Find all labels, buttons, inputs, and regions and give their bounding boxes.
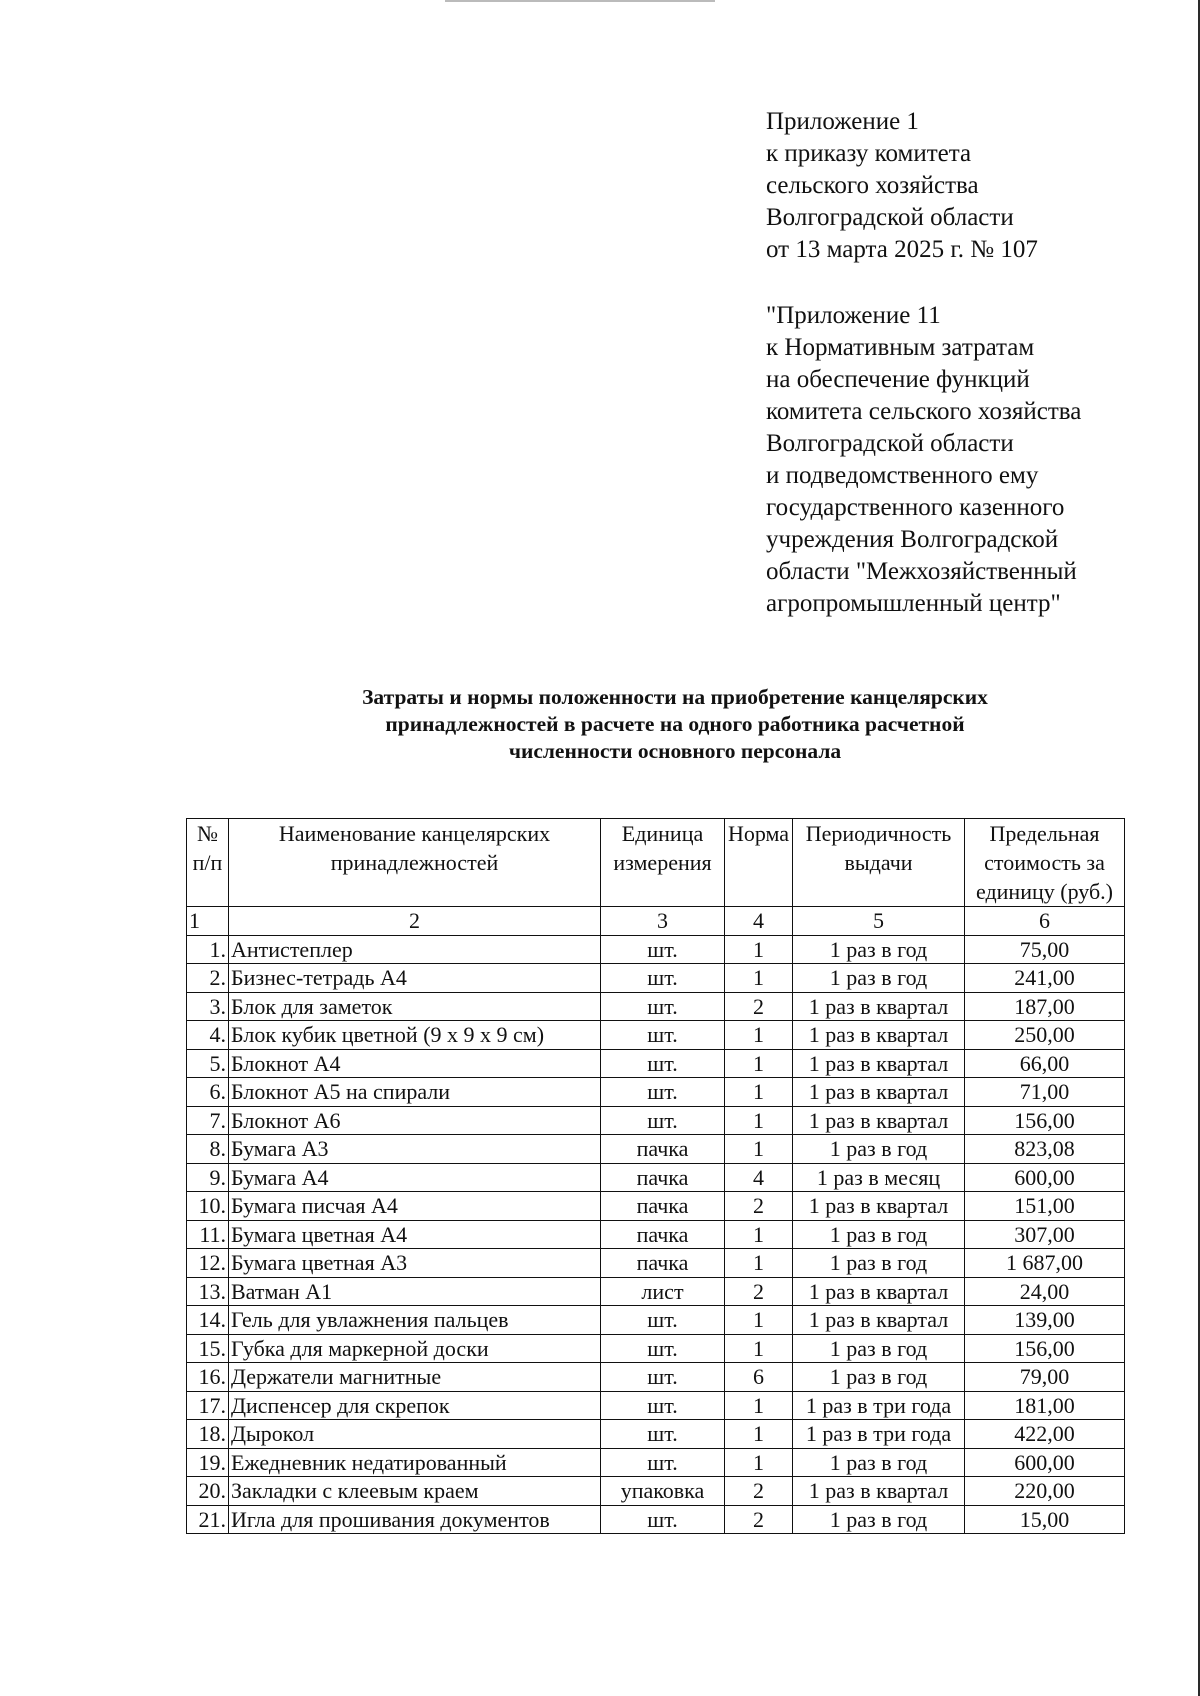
issue-period: 1 раз в год [793, 1505, 965, 1534]
unit-of-measure: шт. [601, 1363, 725, 1392]
column-numbers-row [187, 907, 1125, 936]
row-number: 7. [187, 1106, 229, 1135]
item-name: Гель для увлажнения пальцев [229, 1306, 601, 1335]
unit-price-limit: 151,00 [965, 1192, 1125, 1221]
column-number: 6 [965, 907, 1125, 936]
document-title [195, 684, 1155, 765]
issue-period: 1 раз в год [793, 964, 965, 993]
row-number: 6. [187, 1078, 229, 1107]
annex-11-line: государственного казенного [766, 494, 1065, 521]
issue-period: 1 раз в квартал [793, 1106, 965, 1135]
issue-period: 1 раз в квартал [793, 1277, 965, 1306]
annex-11-line: и подведомственного ему [766, 462, 1039, 489]
norm-quantity: 1 [725, 1420, 793, 1449]
item-name: Ватман А1 [229, 1277, 601, 1306]
table-row [187, 1505, 1125, 1534]
column-number: 4 [725, 907, 793, 936]
item-name: Антистеплер [229, 935, 601, 964]
unit-price-limit: 75,00 [965, 935, 1125, 964]
column-number: 2 [229, 907, 601, 936]
row-number: 21. [187, 1505, 229, 1534]
row-number: 9. [187, 1163, 229, 1192]
annex-11-line: Волгоградской области [766, 430, 1014, 457]
annex-1-header [766, 106, 1038, 266]
annex-1-line: Приложение 1 [766, 108, 919, 135]
row-number: 12. [187, 1249, 229, 1278]
norm-quantity: 1 [725, 1106, 793, 1135]
unit-price-limit: 1 687,00 [965, 1249, 1125, 1278]
table-row [187, 1391, 1125, 1420]
table-row [187, 1135, 1125, 1164]
item-name: Бумага А4 [229, 1163, 601, 1192]
annex-11-line: к Нормативным затратам [766, 334, 1035, 361]
row-number: 16. [187, 1363, 229, 1392]
issue-period: 1 раз в квартал [793, 1049, 965, 1078]
norm-quantity: 1 [725, 1049, 793, 1078]
annex-11-line: на обеспечение функций [766, 366, 1030, 393]
table-row [187, 1477, 1125, 1506]
header-price: Предельная стоимость за единицу (руб.) [965, 819, 1125, 907]
item-name: Закладки с клеевым краем [229, 1477, 601, 1506]
annex-11-line: агропромышленный центр" [766, 590, 1061, 617]
unit-price-limit: 156,00 [965, 1106, 1125, 1135]
norm-quantity: 1 [725, 1135, 793, 1164]
header-num: № п/п [187, 819, 229, 907]
norm-quantity: 1 [725, 1306, 793, 1335]
norm-quantity: 2 [725, 1477, 793, 1506]
table-row [187, 1078, 1125, 1107]
column-number: 3 [601, 907, 725, 936]
row-number: 11. [187, 1220, 229, 1249]
norm-quantity: 4 [725, 1163, 793, 1192]
title-line: численности основного персонала [508, 739, 842, 763]
item-name: Губка для маркерной доски [229, 1334, 601, 1363]
annex-11-line: области "Межхозяйственный [766, 558, 1077, 585]
issue-period: 1 раз в год [793, 935, 965, 964]
item-name: Блокнот А4 [229, 1049, 601, 1078]
norm-quantity: 1 [725, 1448, 793, 1477]
table-row [187, 1420, 1125, 1449]
row-number: 17. [187, 1391, 229, 1420]
unit-of-measure: шт. [601, 1049, 725, 1078]
unit-price-limit: 79,00 [965, 1363, 1125, 1392]
unit-of-measure: шт. [601, 1334, 725, 1363]
row-number: 13. [187, 1277, 229, 1306]
item-name: Диспенсер для скрепок [229, 1391, 601, 1420]
norm-quantity: 2 [725, 1505, 793, 1534]
title-line: принадлежностей в расчете на одного работника расчетной [385, 712, 965, 736]
unit-of-measure: шт. [601, 1420, 725, 1449]
item-name: Бумага цветная А4 [229, 1220, 601, 1249]
issue-period: 1 раз в месяц [793, 1163, 965, 1192]
unit-of-measure: шт. [601, 1391, 725, 1420]
unit-of-measure: пачка [601, 1135, 725, 1164]
annex-11-line: учреждения Волгоградской [766, 526, 1059, 553]
table-row [187, 1106, 1125, 1135]
table-row [187, 935, 1125, 964]
annex-1-line: от 13 марта 2025 г. № 107 [766, 236, 1038, 263]
item-name: Дырокол [229, 1420, 601, 1449]
norm-quantity: 1 [725, 1391, 793, 1420]
norm-quantity: 2 [725, 992, 793, 1021]
header-norm: Норма [725, 819, 793, 907]
item-name: Блокнот А5 на спирали [229, 1078, 601, 1107]
issue-period: 1 раз в год [793, 1363, 965, 1392]
norm-quantity: 6 [725, 1363, 793, 1392]
unit-of-measure: шт. [601, 1505, 725, 1534]
issue-period: 1 раз в квартал [793, 1306, 965, 1335]
header-unit: Единица измерения [601, 819, 725, 907]
unit-of-measure: шт. [601, 964, 725, 993]
column-number: 1 [187, 907, 229, 936]
issue-period: 1 раз в год [793, 1135, 965, 1164]
table-row [187, 1163, 1125, 1192]
scan-top-edge [445, 0, 715, 2]
item-name: Игла для прошивания документов [229, 1505, 601, 1534]
item-name: Бумага А3 [229, 1135, 601, 1164]
item-name: Держатели магнитные [229, 1363, 601, 1392]
unit-of-measure: пачка [601, 1192, 725, 1221]
annex-1-line: Волгоградской области [766, 204, 1014, 231]
item-name: Бизнес-тетрадь А4 [229, 964, 601, 993]
norm-quantity: 1 [725, 1021, 793, 1050]
row-number: 14. [187, 1306, 229, 1335]
unit-of-measure: шт. [601, 992, 725, 1021]
row-number: 3. [187, 992, 229, 1021]
issue-period: 1 раз в квартал [793, 1021, 965, 1050]
table-row [187, 1049, 1125, 1078]
issue-period: 1 раз в год [793, 1220, 965, 1249]
unit-price-limit: 181,00 [965, 1391, 1125, 1420]
row-number: 1. [187, 935, 229, 964]
table-row [187, 1277, 1125, 1306]
annex-11-line: комитета сельского хозяйства [766, 398, 1082, 425]
header-period: Периодичность выдачи [793, 819, 965, 907]
row-number: 8. [187, 1135, 229, 1164]
unit-price-limit: 15,00 [965, 1505, 1125, 1534]
row-number: 18. [187, 1420, 229, 1449]
column-number: 5 [793, 907, 965, 936]
unit-price-limit: 187,00 [965, 992, 1125, 1021]
table-row [187, 1306, 1125, 1335]
unit-price-limit: 823,08 [965, 1135, 1125, 1164]
unit-price-limit: 66,00 [965, 1049, 1125, 1078]
title-line: Затраты и нормы положенности на приобретение канцелярских [362, 685, 988, 709]
unit-of-measure: шт. [601, 1306, 725, 1335]
unit-price-limit: 600,00 [965, 1163, 1125, 1192]
unit-price-limit: 156,00 [965, 1334, 1125, 1363]
row-number: 20. [187, 1477, 229, 1506]
issue-period: 1 раз в три года [793, 1391, 965, 1420]
table-row [187, 1334, 1125, 1363]
norm-quantity: 1 [725, 1249, 793, 1278]
unit-price-limit: 71,00 [965, 1078, 1125, 1107]
unit-price-limit: 422,00 [965, 1420, 1125, 1449]
unit-of-measure: шт. [601, 935, 725, 964]
unit-of-measure: шт. [601, 1106, 725, 1135]
item-name: Ежедневник недатированный [229, 1448, 601, 1477]
item-name: Блок кубик цветной (9 х 9 х 9 см) [229, 1021, 601, 1050]
unit-price-limit: 307,00 [965, 1220, 1125, 1249]
header-name: Наименование канцелярских принадлежностей [229, 819, 601, 907]
unit-of-measure: пачка [601, 1163, 725, 1192]
unit-price-limit: 24,00 [965, 1277, 1125, 1306]
issue-period: 1 раз в год [793, 1448, 965, 1477]
unit-price-limit: 139,00 [965, 1306, 1125, 1335]
issue-period: 1 раз в квартал [793, 1078, 965, 1107]
annex-11-header [766, 300, 1081, 620]
unit-of-measure: лист [601, 1277, 725, 1306]
item-name: Блокнот А6 [229, 1106, 601, 1135]
table-row [187, 1192, 1125, 1221]
table-row [187, 1220, 1125, 1249]
table-row [187, 1021, 1125, 1050]
norm-quantity: 1 [725, 1220, 793, 1249]
unit-of-measure: пачка [601, 1249, 725, 1278]
table-row [187, 1249, 1125, 1278]
norm-quantity: 2 [725, 1192, 793, 1221]
norm-quantity: 1 [725, 1078, 793, 1107]
issue-period: 1 раз в квартал [793, 1192, 965, 1221]
table-row [187, 992, 1125, 1021]
unit-price-limit: 241,00 [965, 964, 1125, 993]
issue-period: 1 раз в год [793, 1249, 965, 1278]
issue-period: 1 раз в квартал [793, 1477, 965, 1506]
issue-period: 1 раз в квартал [793, 992, 965, 1021]
unit-of-measure: шт. [601, 1078, 725, 1107]
unit-price-limit: 600,00 [965, 1448, 1125, 1477]
annex-1-line: к приказу комитета [766, 140, 972, 167]
unit-of-measure: упаковка [601, 1477, 725, 1506]
issue-period: 1 раз в год [793, 1334, 965, 1363]
norm-quantity: 1 [725, 1334, 793, 1363]
norm-quantity: 1 [725, 964, 793, 993]
row-number: 4. [187, 1021, 229, 1050]
stationery-norms-table [186, 818, 1125, 1534]
row-number: 5. [187, 1049, 229, 1078]
unit-of-measure: шт. [601, 1021, 725, 1050]
item-name: Бумага цветная А3 [229, 1249, 601, 1278]
row-number: 10. [187, 1192, 229, 1221]
unit-price-limit: 250,00 [965, 1021, 1125, 1050]
unit-of-measure: пачка [601, 1220, 725, 1249]
unit-of-measure: шт. [601, 1448, 725, 1477]
norm-quantity: 1 [725, 935, 793, 964]
row-number: 2. [187, 964, 229, 993]
annex-11-line: "Приложение 11 [766, 302, 941, 329]
row-number: 15. [187, 1334, 229, 1363]
norm-quantity: 2 [725, 1277, 793, 1306]
unit-price-limit: 220,00 [965, 1477, 1125, 1506]
table-header-row [187, 819, 1125, 907]
table-row [187, 1363, 1125, 1392]
annex-1-line: сельского хозяйства [766, 172, 979, 199]
item-name: Бумага писчая А4 [229, 1192, 601, 1221]
row-number: 19. [187, 1448, 229, 1477]
table-row [187, 964, 1125, 993]
item-name: Блок для заметок [229, 992, 601, 1021]
issue-period: 1 раз в три года [793, 1420, 965, 1449]
table-row [187, 1448, 1125, 1477]
